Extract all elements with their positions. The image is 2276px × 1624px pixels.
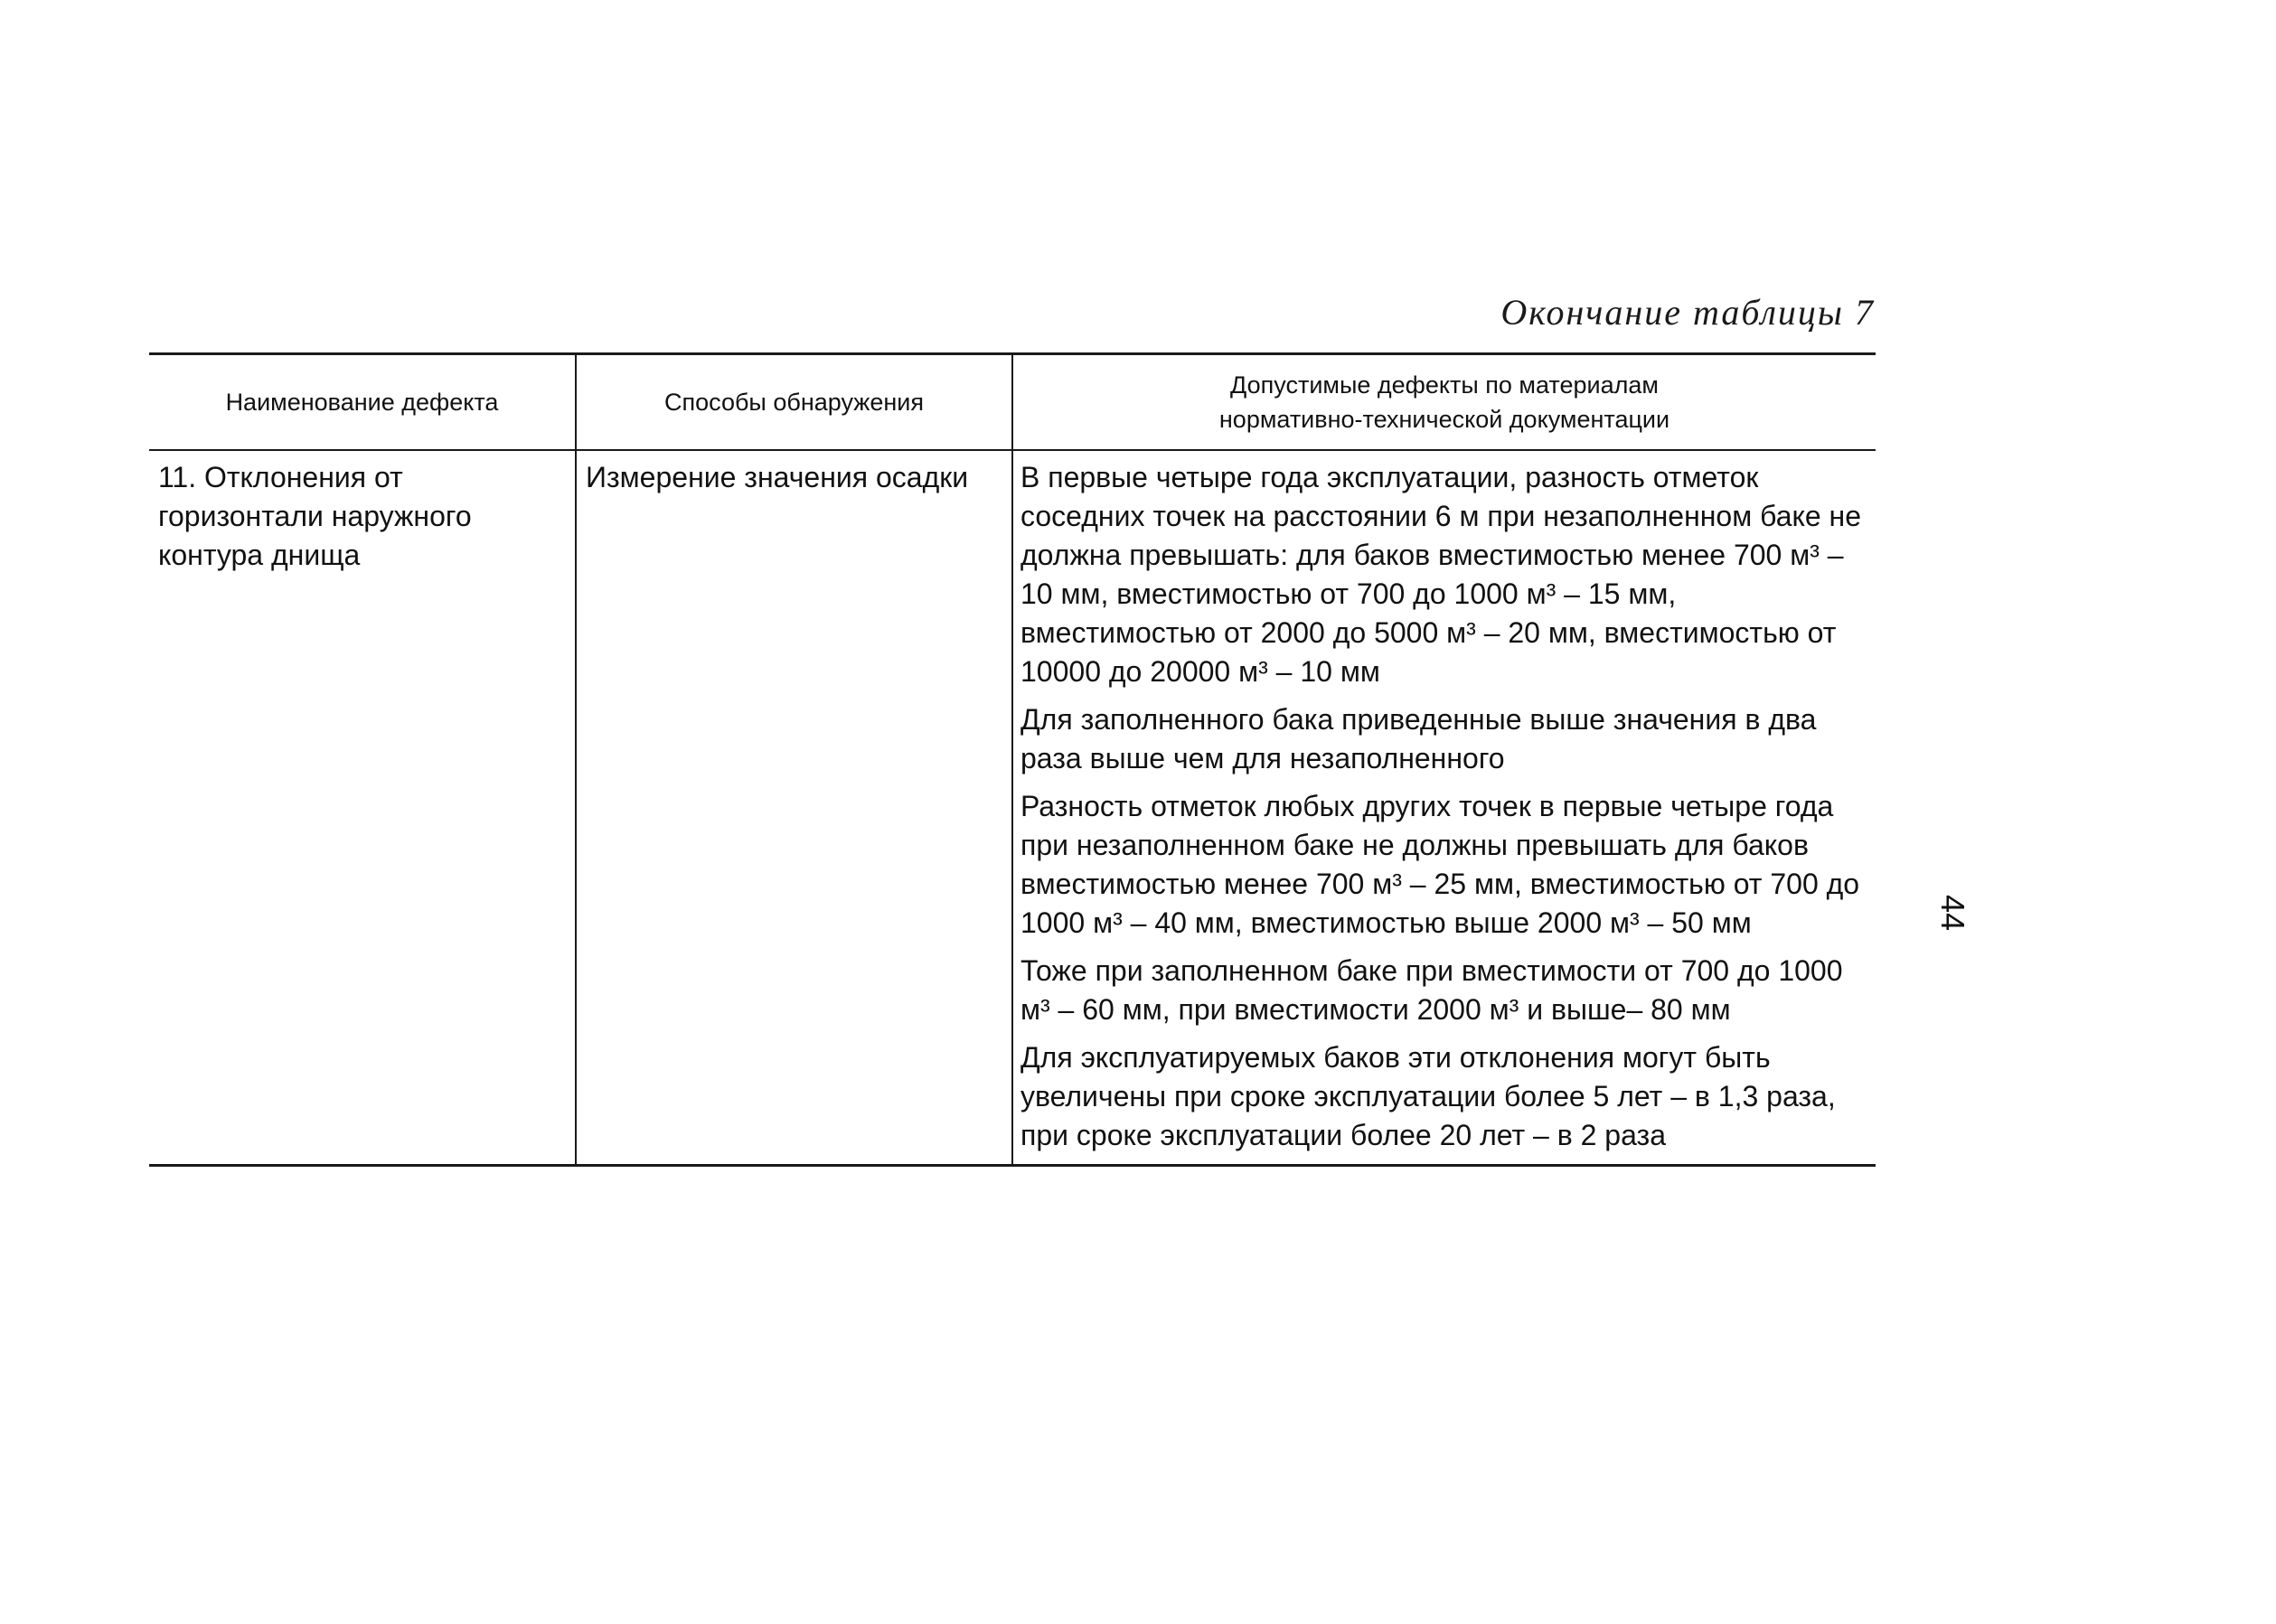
cell-defect-name: 11. Отклонения от горизонтали наружного контура днища — [149, 450, 576, 1166]
table-caption: Окончание таблицы 7 — [1500, 292, 1875, 333]
allowable-paragraph-4: Тоже при заполненном баке при вместимости от 700 до 1000 м³ – 60 мм, при вместимости 2000 м³ и выше– 80 мм — [1020, 954, 1843, 1026]
table-header-row — [149, 354, 1876, 451]
allowable-paragraph-3: Разность отметок любых других точек в первые четыре года при незаполненном баке не должны превышать для баков вместимостью менее 700 м³ – 25 мм, вместимостью от 700 до 1000 м³ – 40 мм, вместимостью выше 2000 м³ – 50 мм — [1020, 790, 1860, 939]
cell-detection-method: Измерение значения осадки — [576, 450, 1012, 1166]
page-number: 44 — [1934, 894, 1971, 932]
table-row — [149, 450, 1876, 1166]
allowable-paragraph-1: В первые четыре года эксплуатации, разность отметок соседних точек на расстоянии 6 м при незаполненном баке не должна превышать: для баков вместимостью менее 700 м³ – 10 мм, вместимостью от 700 до 1000 м³ – 15 мм, вместимостью от 2000 до 5000 м³ – 20 мм, вместимостью от 10000 до 20000 м³ – 10 мм — [1020, 461, 1861, 688]
header-allowable-defects-line-1: Допустимые дефекты по материалам — [1230, 371, 1659, 399]
header-detection-method: Способы обнаружения — [576, 354, 1012, 451]
header-defect-name: Наименование дефекта — [149, 354, 576, 451]
allowable-paragraph-5: Для эксплуатируемых баков эти отклонения могут быть увеличены при сроке эксплуатации более 5 лет – в 1,3 раза, при сроке эксплуатации более 20 лет – в 2 раза — [1020, 1041, 1836, 1151]
header-allowable-defects-line-2: нормативно-технической документации — [1218, 406, 1670, 433]
cell-allowable-defects — [1012, 450, 1876, 1166]
header-allowable-defects — [1012, 354, 1876, 451]
defects-table — [149, 352, 1876, 1167]
allowable-paragraph-2: Для заполненного бака приведенные выше значения в два раза выше чем для незаполненного — [1020, 703, 1817, 774]
